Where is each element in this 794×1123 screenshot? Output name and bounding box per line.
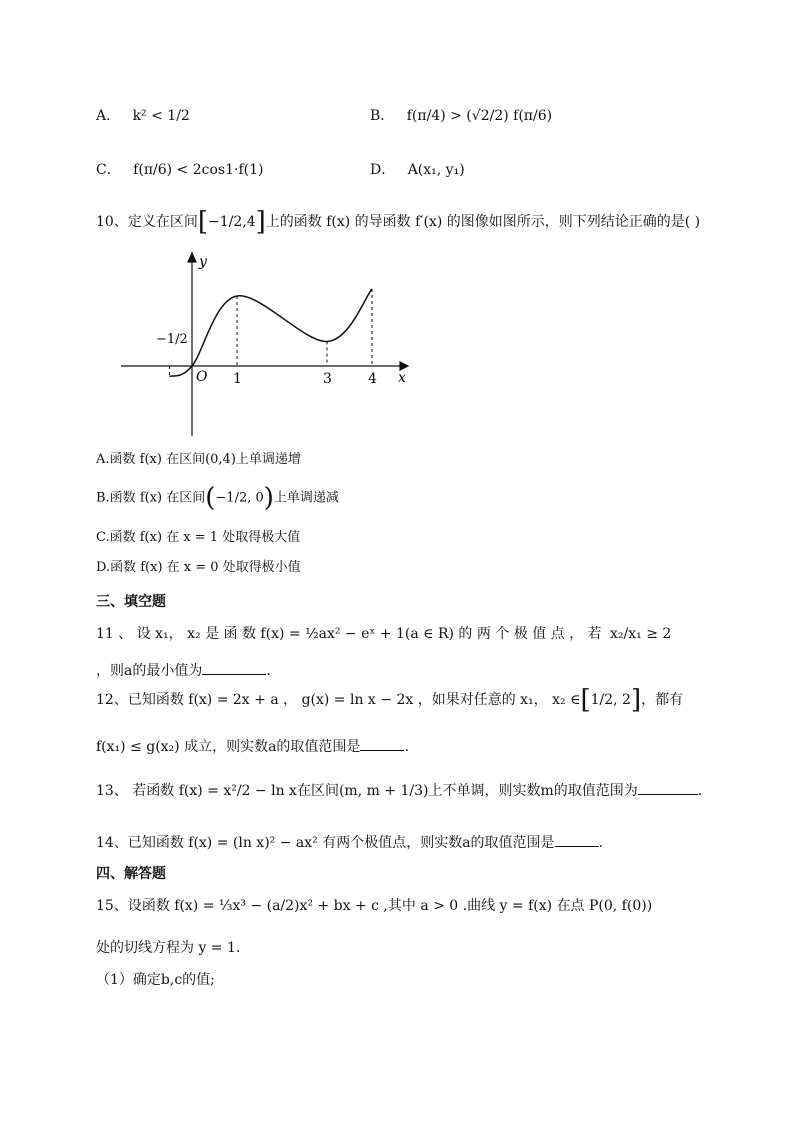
q13-answer-blank (638, 780, 698, 795)
derivative-graph (116, 248, 416, 438)
q15-part1: （1）确定b,c的值; (96, 972, 215, 988)
q12-answer-blank (360, 736, 404, 751)
q13-function: f(x) = x²/2 − ln x (178, 783, 297, 799)
x-axis-arrow (400, 362, 408, 370)
q12-line2: f(x₁) ≤ g(x₂) 成立，则实数a的取值范围是 . (96, 736, 409, 757)
q10-option-b: B.函数 f(x) 在区间(−1/2, 0)上单调递减 (96, 483, 339, 513)
y-axis-label: y (199, 254, 207, 270)
y-axis-arrow (188, 253, 196, 262)
q13-line: 13、 若函数 f(x) = x²/2 − ln x在区间(m, m + 1/3)上不单调，则实数m的取值范围为 . (96, 780, 702, 801)
q10-stem: 10、定义在区间[−1/2,4]上的函数 f(x) 的导函数 f′(x) 的图像如图所示，则下列结论正确的是( ) (96, 207, 701, 237)
q9-option-a-text: k² < 1/2 (132, 108, 190, 124)
section-3-title: 三、填空题 (96, 594, 166, 610)
q14-answer-blank (555, 832, 599, 847)
q9-option-b: B． f(π/4) > (√2/2) f(π/6) (370, 108, 553, 124)
q9-option-a: A． k² < 1/2 (96, 108, 190, 124)
q9-option-d-text: A(x₁, y₁) (407, 162, 465, 178)
x-axis-label: x (398, 370, 406, 386)
q15-line1: 15、设函数 f(x) = ⅓x³ − (a/2)x² + bx + c ,其中 a > 0 .曲线 y = f(x) 在点 P(0, f(0)) (96, 898, 653, 914)
q10-option-b-interval: −1/2, 0 (215, 490, 264, 506)
q10-option-d: D.函数 f(x) 在 x = 0 处取得极小值 (96, 560, 301, 575)
q12-line1: 12、已知函数 f(x) = 2x + a ， g(x) = ln x − 2x ，如果对任意的 x₁， x₂ ∈[1/2, 2]，都有 (96, 685, 684, 715)
section-4-title: 四、解答题 (96, 866, 166, 882)
q9-option-c: C． f(π/6) < 2cos1·f(1) (96, 162, 264, 178)
q14-line: 14、已知函数 f(x) = (ln x)² − ax² 有两个极值点，则实数a的取值范围是 . (96, 832, 603, 853)
q11-line2: ，则a的最小值为 . (96, 660, 271, 681)
q10-option-a: A.函数 f(x) 在区间(0,4)上单调递增 (96, 452, 301, 467)
q9-option-d: D． A(x₁, y₁) (370, 162, 465, 178)
q9-option-c-text: f(π/6) < 2cos1·f(1) (133, 162, 264, 178)
q11-line1: 11 、 设 x₁， x₂ 是 函 数 f(x) = ½ax² − eˣ + 1(a ∈ R) 的 两 个 极 值 点 ， 若 x₂/x₁ ≥ 2 (96, 626, 672, 642)
x-tick-label: 4 (368, 371, 377, 387)
q9-option-b-text: f(π/4) > (√2/2) f(π/6) (406, 108, 553, 124)
q13-interval: (m, m + 1/3) (338, 783, 429, 799)
derivative-curve (170, 289, 373, 377)
q11-ratio: x₂/x₁ ≥ 2 (610, 626, 672, 642)
neg-half-label: −1/2 (156, 332, 188, 347)
q10-interval-left: −1/2 (207, 214, 243, 230)
x-tick-label: 3 (323, 371, 332, 387)
x-tick-label: 1 (233, 371, 242, 387)
q10-interval-right: 4 (246, 214, 256, 230)
origin-label: O (196, 369, 208, 385)
q12-interval: 1/2, 2 (590, 692, 631, 708)
q15-line2: 处的切线方程为 y = 1. (96, 940, 241, 956)
q11-answer-blank (202, 660, 266, 675)
q10-option-c: C.函数 f(x) 在 x = 1 处取得极大值 (96, 530, 301, 545)
